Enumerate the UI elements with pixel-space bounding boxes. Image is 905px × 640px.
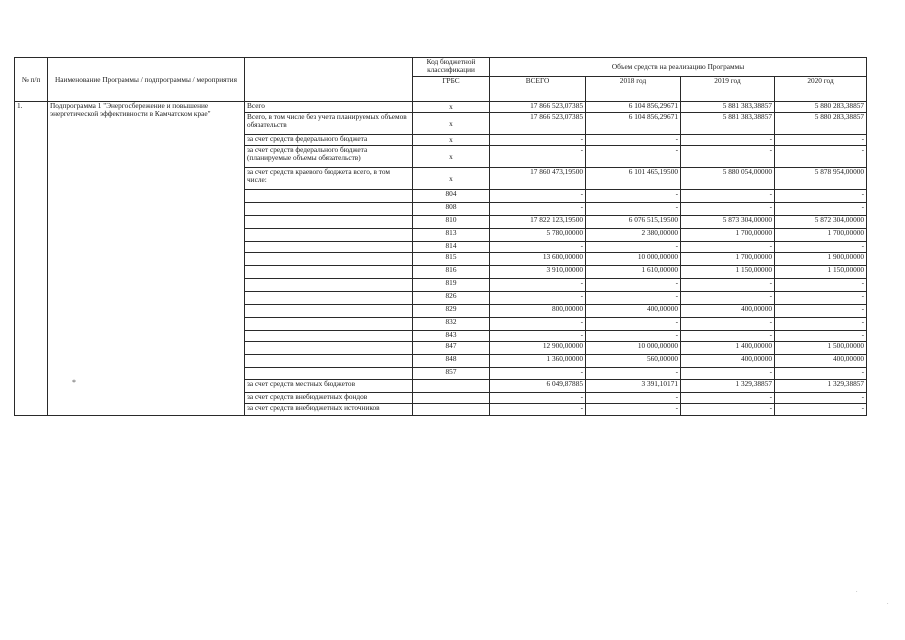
amount-2019: - (681, 190, 775, 203)
amount-2020: - (775, 368, 867, 380)
grbs-code: 847 (413, 342, 490, 355)
header-volume: Объем средств на реализацию Программы (490, 58, 867, 77)
funding-source (245, 292, 413, 305)
grbs-code: 810 (413, 216, 490, 229)
header-num: № п/п (15, 58, 48, 102)
grbs-code: х (413, 113, 490, 135)
amount-total: - (490, 292, 586, 305)
grbs-code: 843 (413, 331, 490, 342)
amount-total: - (490, 318, 586, 331)
funding-source (245, 305, 413, 318)
amount-2019: 1 400,00000 (681, 342, 775, 355)
grbs-code (413, 380, 490, 393)
funding-source (245, 331, 413, 342)
amount-2019: - (681, 393, 775, 404)
grbs-code: 857 (413, 368, 490, 380)
program-name: Подпрограмма 1 "Энергосбережение и повышение энергетической эффективности в Камчатском крае" (48, 102, 245, 416)
amount-2020: - (775, 146, 867, 168)
amount-2020: - (775, 203, 867, 216)
amount-2019: 5 880 054,00000 (681, 168, 775, 190)
table-row (15, 102, 867, 113)
funding-source: за счет средств федерального бюджета (245, 135, 413, 146)
funding-source (245, 368, 413, 380)
amount-2018: 10 000,00000 (586, 253, 681, 266)
scan-speck: . (856, 588, 858, 594)
amount-2018: 6 076 515,19500 (586, 216, 681, 229)
amount-2019: - (681, 279, 775, 292)
amount-2018: 6 104 856,29671 (586, 113, 681, 135)
funding-source (245, 190, 413, 203)
funding-source (245, 279, 413, 292)
amount-2018: - (586, 331, 681, 342)
amount-total: 17 860 473,19500 (490, 168, 586, 190)
grbs-code: 816 (413, 266, 490, 279)
amount-2019: 400,00000 (681, 305, 775, 318)
funding-source: Всего (245, 102, 413, 113)
budget-table (14, 57, 867, 416)
amount-2019: 1 700,00000 (681, 229, 775, 242)
amount-2018: - (586, 203, 681, 216)
amount-2020: 1 700,00000 (775, 229, 867, 242)
amount-2020: - (775, 404, 867, 416)
amount-2018: 3 391,10171 (586, 380, 681, 393)
amount-total: - (490, 368, 586, 380)
table-body (15, 102, 867, 416)
amount-total: - (490, 146, 586, 168)
program-number: 1. (15, 102, 48, 416)
asterisk-mark: * (72, 378, 76, 387)
amount-total: 17 866 523,07385 (490, 113, 586, 135)
grbs-code: 815 (413, 253, 490, 266)
amount-2020: - (775, 318, 867, 331)
amount-2018: 10 000,00000 (586, 342, 681, 355)
amount-total: - (490, 393, 586, 404)
amount-2018: - (586, 135, 681, 146)
amount-2020: 5 878 954,00000 (775, 168, 867, 190)
amount-total: - (490, 203, 586, 216)
amount-2020: - (775, 305, 867, 318)
amount-total: - (490, 242, 586, 253)
funding-source (245, 203, 413, 216)
amount-total: 5 780,00000 (490, 229, 586, 242)
header-grbs: ГРБС (413, 77, 490, 102)
header-2018: 2018 год (586, 77, 681, 102)
amount-total: 1 360,00000 (490, 355, 586, 368)
amount-2020: 400,00000 (775, 355, 867, 368)
amount-2020: - (775, 135, 867, 146)
grbs-code: 813 (413, 229, 490, 242)
grbs-code: 819 (413, 279, 490, 292)
amount-2020: 1 329,38857 (775, 380, 867, 393)
amount-total: 3 910,00000 (490, 266, 586, 279)
amount-2019: 400,00000 (681, 355, 775, 368)
amount-2019: 1 700,00000 (681, 253, 775, 266)
grbs-code: 808 (413, 203, 490, 216)
amount-2018: 1 610,00000 (586, 266, 681, 279)
funding-source: Всего, в том числе без учета планируемых объемов обязательств (245, 113, 413, 135)
amount-2019: - (681, 146, 775, 168)
amount-total: 13 600,00000 (490, 253, 586, 266)
funding-source: за счет средств внебюджетных источников (245, 404, 413, 416)
amount-2018: - (586, 279, 681, 292)
amount-2019: 5 881 383,38857 (681, 102, 775, 113)
amount-2019: 1 150,00000 (681, 266, 775, 279)
amount-total: - (490, 331, 586, 342)
amount-2020: - (775, 331, 867, 342)
amount-2018: - (586, 318, 681, 331)
amount-total: 800,00000 (490, 305, 586, 318)
amount-2019: - (681, 331, 775, 342)
funding-source: за счет средств федерального бюджета (планируемые объемы обязательств) (245, 146, 413, 168)
amount-2019: 5 881 383,38857 (681, 113, 775, 135)
amount-2020: - (775, 242, 867, 253)
funding-source: за счет средств внебюджетных фондов (245, 393, 413, 404)
header-name: Наименование Программы / подпрограммы / мероприятия (48, 58, 245, 102)
amount-2020: - (775, 279, 867, 292)
amount-2020: - (775, 190, 867, 203)
amount-2020: - (775, 292, 867, 305)
grbs-code: 832 (413, 318, 490, 331)
amount-2019: - (681, 203, 775, 216)
amount-2020: 1 150,00000 (775, 266, 867, 279)
amount-2019: 1 329,38857 (681, 380, 775, 393)
funding-source: за счет средств краевого бюджета всего, в том числе: (245, 168, 413, 190)
amount-2020: 5 872 304,00000 (775, 216, 867, 229)
amount-2020: 5 880 283,38857 (775, 113, 867, 135)
amount-total: 12 900,00000 (490, 342, 586, 355)
amount-2018: 2 380,00000 (586, 229, 681, 242)
grbs-code: 804 (413, 190, 490, 203)
amount-2018: - (586, 393, 681, 404)
amount-2018: 6 104 856,29671 (586, 102, 681, 113)
funding-source (245, 266, 413, 279)
funding-source (245, 318, 413, 331)
grbs-code: х (413, 102, 490, 113)
funding-source (245, 229, 413, 242)
amount-total: 17 866 523,07385 (490, 102, 586, 113)
amount-2018: - (586, 242, 681, 253)
grbs-code (413, 393, 490, 404)
grbs-code: 814 (413, 242, 490, 253)
amount-2020: 1 900,00000 (775, 253, 867, 266)
amount-2020: 5 880 283,38857 (775, 102, 867, 113)
amount-2018: - (586, 368, 681, 380)
funding-source (245, 342, 413, 355)
header-kbk: Код бюджетной классификации (413, 58, 490, 77)
header-2020: 2020 год (775, 77, 867, 102)
amount-2018: - (586, 146, 681, 168)
amount-2020: - (775, 393, 867, 404)
amount-2019: 5 873 304,00000 (681, 216, 775, 229)
funding-source (245, 253, 413, 266)
grbs-code: 829 (413, 305, 490, 318)
amount-2019: - (681, 242, 775, 253)
amount-2018: 6 101 465,19500 (586, 168, 681, 190)
scan-speck: . (887, 600, 889, 606)
amount-2018: - (586, 292, 681, 305)
funding-source: за счет средств местных бюджетов (245, 380, 413, 393)
grbs-code (413, 404, 490, 416)
amount-2018: - (586, 404, 681, 416)
grbs-code: х (413, 146, 490, 168)
funding-source (245, 355, 413, 368)
amount-2019: - (681, 368, 775, 380)
amount-total: 6 049,87885 (490, 380, 586, 393)
amount-2018: 400,00000 (586, 305, 681, 318)
amount-2019: - (681, 318, 775, 331)
amount-total: - (490, 404, 586, 416)
header-total: ВСЕГО (490, 77, 586, 102)
grbs-code: 848 (413, 355, 490, 368)
amount-2018: - (586, 190, 681, 203)
amount-2019: - (681, 404, 775, 416)
amount-2018: 560,00000 (586, 355, 681, 368)
grbs-code: 826 (413, 292, 490, 305)
amount-total: 17 822 123,19500 (490, 216, 586, 229)
amount-total: - (490, 279, 586, 292)
amount-2020: 1 500,00000 (775, 342, 867, 355)
grbs-code: х (413, 168, 490, 190)
amount-total: - (490, 135, 586, 146)
header-blank (245, 58, 413, 102)
amount-total: - (490, 190, 586, 203)
grbs-code: х (413, 135, 490, 146)
amount-2019: - (681, 135, 775, 146)
amount-2019: - (681, 292, 775, 305)
header-2019: 2019 год (681, 77, 775, 102)
funding-source (245, 216, 413, 229)
funding-source (245, 242, 413, 253)
